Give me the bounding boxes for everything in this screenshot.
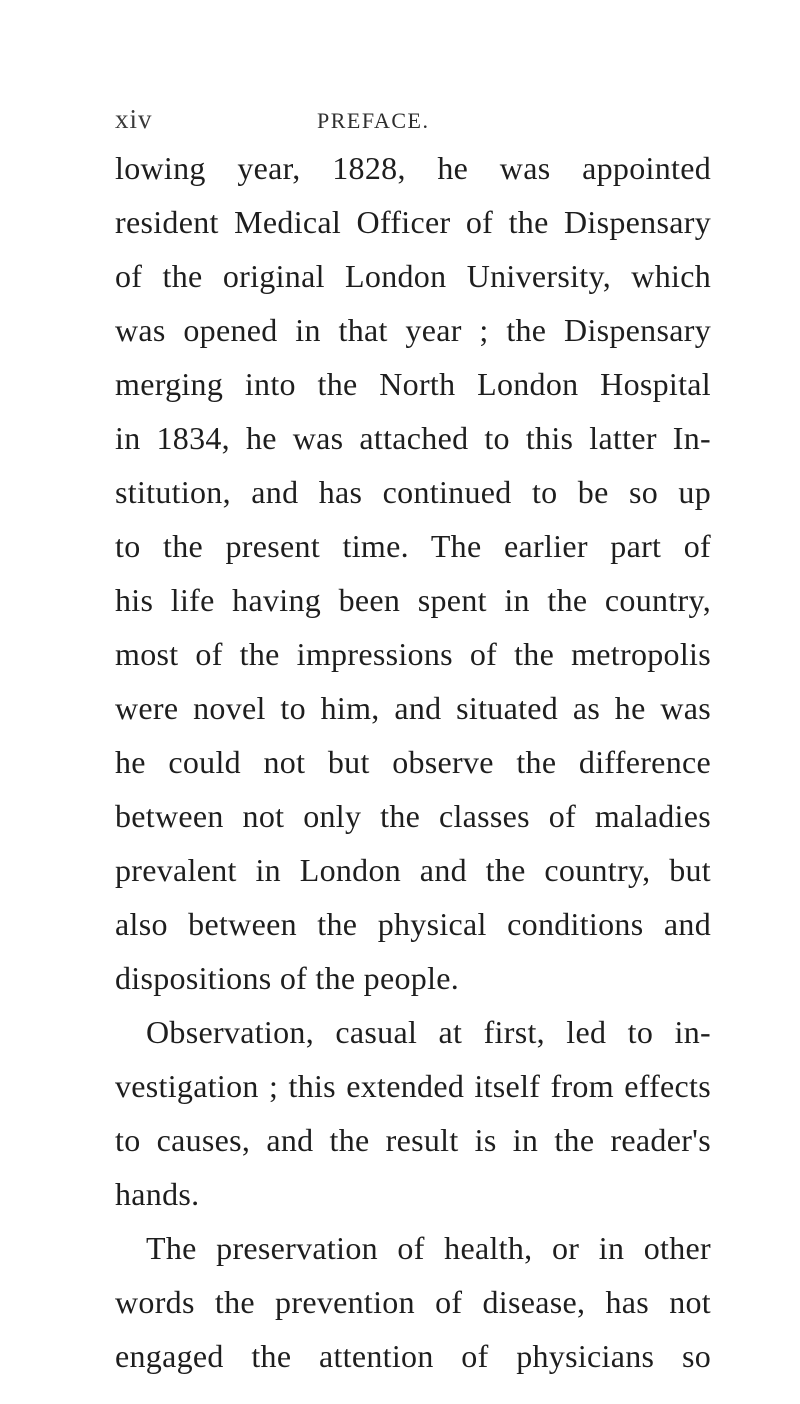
text-line: were novel to him, and situated as he was (115, 690, 711, 726)
text-line: hands. (115, 1176, 200, 1212)
text-line: merging into the North London Hospital (115, 366, 711, 402)
text-line: stitution, and has continued to be so up (115, 474, 711, 510)
page-number: xiv (115, 104, 153, 134)
text-line: Observation, casual at first, led to in- (146, 1014, 711, 1050)
text-line: The preservation of health, or in other (146, 1230, 711, 1266)
text-line: prevalent in London and the country, but (115, 852, 711, 888)
text-line: vestigation ; this extended itself from effects (115, 1068, 711, 1104)
text-line: of the original London University, which (115, 258, 711, 294)
running-title: PREFACE. (317, 108, 430, 133)
text-line: dispositions of the people. (115, 960, 460, 996)
text-line: also between the physical conditions and (115, 906, 711, 942)
text-line: lowing year, 1828, he was appointed (115, 150, 711, 186)
text-line: most of the impressions of the metropolis (115, 636, 711, 672)
text-line: resident Medical Officer of the Dispensary (115, 204, 711, 240)
text-line: in 1834, he was attached to this latter In- (115, 420, 711, 456)
text-line: to causes, and the result is in the reader's (115, 1122, 711, 1158)
text-line: engaged the attention of physicians so (115, 1338, 711, 1374)
text-line: words the prevention of disease, has not (115, 1284, 711, 1320)
text-line: between not only the classes of maladies (115, 798, 711, 834)
text-line: was opened in that year ; the Dispensary (115, 312, 711, 348)
text-line: to the present time. The earlier part of (115, 528, 711, 564)
text-line: his life having been spent in the country, (115, 582, 711, 618)
text-line: he could not but observe the difference (115, 744, 711, 780)
